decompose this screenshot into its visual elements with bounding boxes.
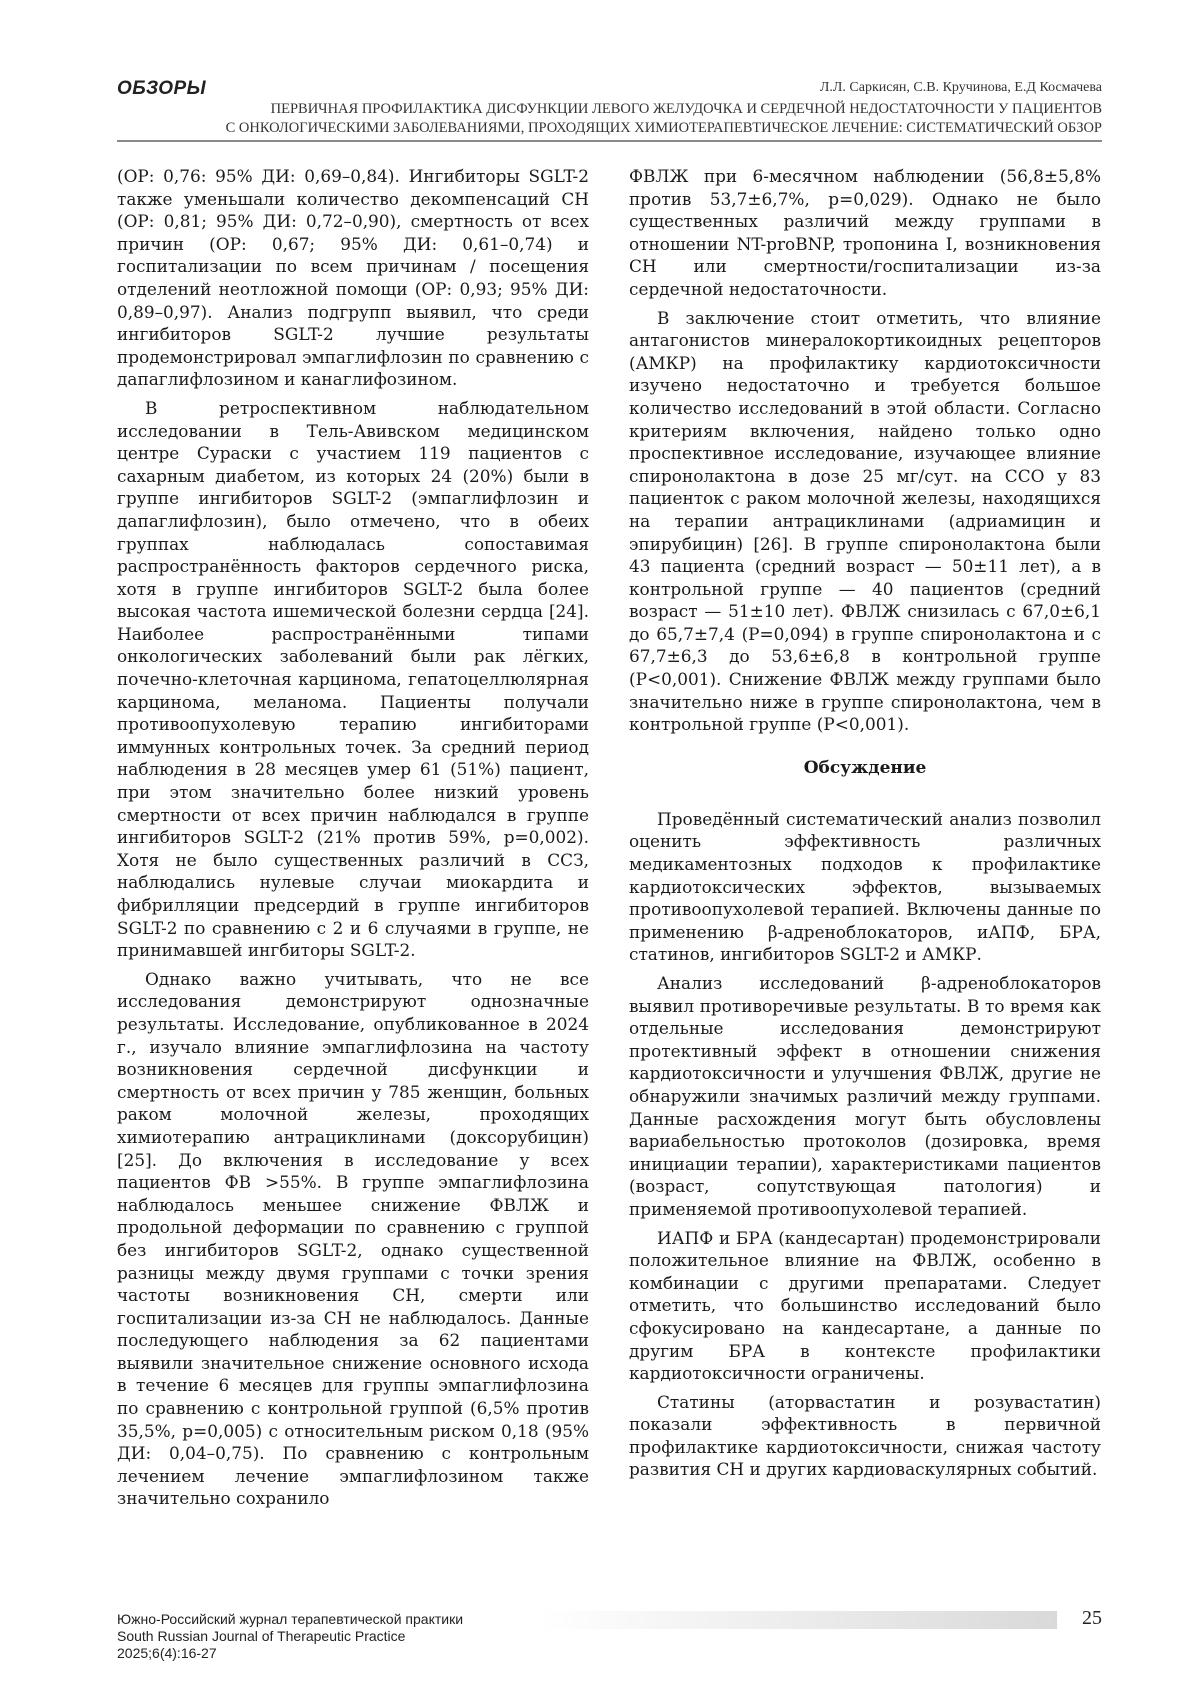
paragraph: Проведённый систематический анализ позволил оценить эффективность различных медикаментозных подходов к профилактике кардиотоксических эффектов, вызываемых противоопухолевой терапией. Включены данные по применению β-адреноблокаторов, иАПФ, БРА, статинов, ингибиторов SGLT-2 и АМКР. bbox=[629, 808, 1101, 965]
paragraph: В ретроспективном наблюдательном исследовании в Тель-Авивском медицинском центре Сураски с участием 119 пациентов с сахарным диабетом, из которых 24 (20%) были в группе ингибиторов SGLT-2 (эмпаглифлозин и дапаглифлозин), было отмечено, что в обеих группах наблюдалась сопоставимая распространённость факторов сердечного риска, хотя в группе ингибиторов SGLT-2 была более высокая частота ишемической болезни сердца [24]. Наиболее распространёнными типами онкологических заболеваний были рак лёгких, почечно-клеточная карцинома, гепатоцеллюлярная карцинома, меланома. Пациенты получали противоопухолевую терапию ингибиторами иммунных контрольных точек. За средний период наблюдения в 28 месяцев умер 61 (51%) пациент, при этом значительно более низкий уровень смертности от всех причин наблюдался в группе ингибиторов SGLT-2 (21% против 59%, p=0,002). Хотя не было существенных различий в ССЗ, наблюдались нулевые случаи миокардита и фибрилляции предсердий в группе ингибиторов SGLT-2 по сравнению с 2 и 6 случаями в группе, не принимавшей ингбиторы SGLT-2. bbox=[117, 397, 589, 961]
section-label: ОБЗОРЫ bbox=[117, 78, 207, 99]
paragraph: Анализ исследований β-адреноблокаторов выявил противоречивые результаты. В то время как отдельные исследования демонстрируют протективный эффект в отношении снижения кардиотоксичности и улучшения ФВЛЖ, другие не обнаружили значимых различий между группами. Данные расхождения могут быть обусловлены вариабельностью протоколов (дозировка, время инициации терапии), характеристиками пациентов (возраст, сопутствующая патология) и применяемой противоопухолевой терапией. bbox=[629, 973, 1101, 1219]
paragraph: Статины (аторвастатин и розувастатин) показали эффективность в первичной профилактике кардиотоксичности, снижая частоту развития СН и других кардиоваскулярных событий. bbox=[629, 1391, 1101, 1480]
journal-title-en: South Russian Journal of Therapeutic Practice bbox=[117, 1628, 406, 1644]
right-column bbox=[629, 165, 1101, 1481]
header-divider bbox=[117, 140, 1102, 142]
running-title-line-1: ПЕРВИЧНАЯ ПРОФИЛАКТИКА ДИСФУНКЦИИ ЛЕВОГО ЖЕЛУДОЧКА И СЕРДЕЧНОЙ НЕДОСТАТОЧНОСТИ У ПАЦИЕНТОВ bbox=[270, 101, 1102, 117]
journal-info bbox=[117, 1611, 463, 1662]
journal-title-ru: Южно-Российский журнал терапевтической практики bbox=[117, 1611, 464, 1627]
paragraph: Однако важно учитывать, что не все исследования демонстрируют однозначные результаты. Исследование, опубликованное в 2024 г., изучало влияние эмпаглифлозина на частоту возникновения сердечной дисфункции и смертность от всех причин у 785 женщин, больных раком молочной железы, проходящих химиотерапию антрациклинами (доксорубицин) [25]. До включения в исследование у всех пациентов ФВ >55%. В группе эмпаглифлозина наблюдалось меньшее снижение ФВЛЖ и продольной деформации по сравнению с группой без ингибиторов SGLT-2, однако существенной разницы между двумя группами с точки зрения частоты возникновения СН, смерти или госпитализации из-за СН не наблюдалось. Данные последующего наблюдения за 62 пациентами выявили значительное снижение основного исхода в течение 6 месяцев для группы эмпаглифлозина по сравнению с контрольной группой (6,5% против 35,5%, p=0,005) с относительным риском 0,18 (95% ДИ: 0,04–0,75). По сравнению с контрольным лечением лечение эмпаглифлозином также значительно сохранило bbox=[117, 968, 589, 1509]
paragraph: (ОР: 0,76: 95% ДИ: 0,69–0,84). Ингибиторы SGLT-2 также уменьшали количество декомпенсаций СН (ОР: 0,81; 95% ДИ: 0,72–0,90), смертность от всех причин (ОР: 0,67; 95% ДИ: 0,61–0,74) и госпитализации по всем причинам / посещения отделений неотложной помощи (ОР: 0,93; 95% ДИ: 0,89–0,97). Анализ подгрупп выявил, что среди ингибиторов SGLT-2 лучшие результаты продемонстрировал эмпаглифлозин по сравнению с дапаглифлозином и канаглифозином. bbox=[117, 166, 589, 390]
running-title bbox=[117, 100, 1102, 138]
paragraph: В заключение стоит отметить, что влияние антагонистов минералокортикоидных рецепторов (АМКР) на профилактику кардиотоксичности изучено недостаточно и требуется большое количество исследований в этой области. Согласно критериям включения, найдено только одно проспективное исследование, изучающее влияние спиронолактона в дозе 25 мг/сут. на ССО у 83 пациенток с раком молочной железы, находящихся на терапии антрациклинами (адриамицин и эпирубицин) [26]. В группе спиронолактона были 43 пациента (средний возраст — 50±11 лет), а в контрольной группе — 40 пациентов (средний возраст — 51±10 лет). ФВЛЖ снизилась с 67,0±6,1 до 65,7±7,4 (P=0,094) в группе спиронолактона и с 67,7±6,3 до 53,6±6,8 в контрольной группе (P<0,001). Снижение ФВЛЖ между группами было значительно ниже в группе спиронолактона, чем в контрольной группе (P<0,001). bbox=[629, 307, 1101, 735]
section-heading: Обсуждение bbox=[803, 757, 927, 778]
journal-citation: 2025;6(4):16-27 bbox=[117, 1645, 217, 1661]
page-number: 25 bbox=[1082, 1607, 1102, 1629]
paragraph: ИАПФ и БРА (кандесартан) продемонстрировали положительное влияние на ФВЛЖ, особенно в комбинации с другими препаратами. Следует отметить, что большинство исследований было сфокусировано на кандесартане, а данные по другим БРА в контексте профилактики кардиотоксичности ограничены. bbox=[629, 1227, 1101, 1384]
paragraph: ФВЛЖ при 6-месячном наблюдении (56,8±5,8% против 53,7±6,7%, p=0,029). Однако не было существенных различий между группами в отношении NT-proBNP, тропонина I, возникновения СН или смертности/госпитализации из-за сердечной недостаточности. bbox=[629, 166, 1101, 299]
running-authors: Л.Л. Саркисян, С.В. Кручинова, Е.Д Космачева bbox=[819, 80, 1102, 95]
running-title-line-2: С ОНКОЛОГИЧЕСКИМИ ЗАБОЛЕВАНИЯМИ, ПРОХОДЯЩИХ ХИМИОТЕРАПЕВТИЧЕСКОЕ ЛЕЧЕНИЕ: СИСТЕМАТИЧЕСКИЙ ОБЗОР bbox=[225, 120, 1102, 136]
left-column bbox=[117, 165, 589, 1510]
